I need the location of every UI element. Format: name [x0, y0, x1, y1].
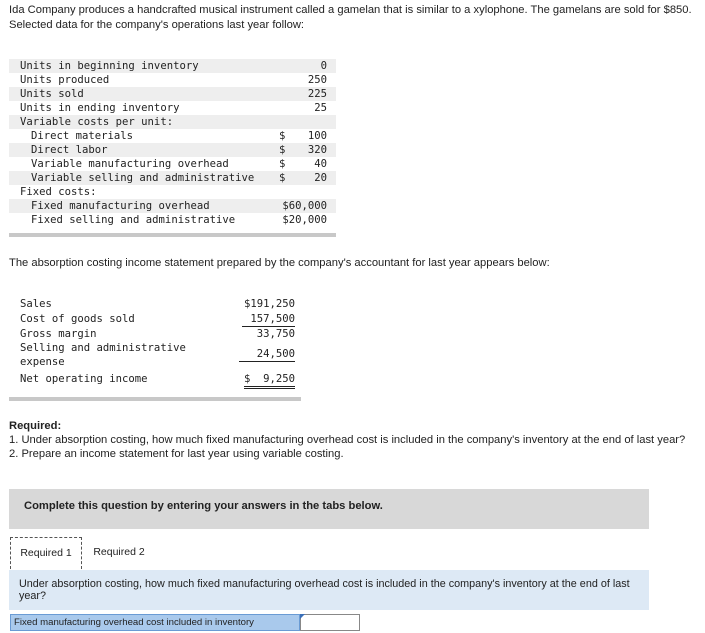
row-label: Sales: [20, 298, 52, 310]
required-item-1: 1. Under absorption costing, how much fixed manufacturing overhead cost is included in the company's inventory at the end of last year?: [9, 434, 686, 446]
answer-label: Fixed manufacturing overhead cost included in inventory: [10, 614, 300, 631]
instructions-text: Complete this question by entering your answers in the tabs below.: [24, 500, 383, 512]
table-divider: [9, 397, 301, 401]
input-marker-icon: [300, 614, 305, 619]
table-row: [9, 199, 336, 213]
row-value: 33,750: [256, 328, 295, 340]
row-label: Selling and administrative: [20, 342, 186, 354]
income-statement-table: [9, 293, 301, 393]
row-value: 40: [314, 158, 327, 170]
required-heading: Required:: [9, 420, 62, 432]
row-label: Direct labor: [31, 144, 108, 156]
table-divider: [9, 233, 336, 237]
row-value: 320: [307, 144, 327, 156]
row-label: Net operating income: [20, 373, 148, 385]
answer-input[interactable]: [300, 614, 360, 631]
row-label: Units produced: [20, 74, 110, 86]
table-row: [9, 312, 301, 326]
income-statement-intro: The absorption costing income statement prepared by the company's accountant for last year appears below:: [9, 257, 550, 269]
dollar-sign: $: [279, 144, 286, 156]
row-label: Units sold: [20, 88, 84, 100]
row-value: 100: [307, 130, 327, 142]
table-row: [9, 101, 336, 115]
row-value: 157,500: [242, 312, 295, 327]
row-value: $60,000: [282, 200, 327, 212]
row-label: Variable costs per unit:: [20, 116, 174, 128]
row-label: Variable selling and administrative: [31, 172, 255, 184]
row-label: Fixed selling and administrative: [31, 214, 236, 226]
instructions-banner: [9, 489, 649, 529]
tab-required-2[interactable]: Required 2: [93, 546, 145, 558]
dollar-sign: $: [279, 172, 286, 184]
row-label: Units in beginning inventory: [20, 60, 199, 72]
row-label: Units in ending inventory: [20, 102, 180, 114]
table-row: [9, 327, 301, 341]
question-prompt: Under absorption costing, how much fixed manufacturing overhead cost is included in the company's inventory at the end of last year?: [9, 570, 649, 610]
table-row: [9, 129, 336, 143]
table-row: [9, 143, 336, 157]
row-label: Gross margin: [20, 328, 97, 340]
dollar-sign: $: [279, 158, 286, 170]
row-label: Cost of goods sold: [20, 313, 135, 325]
row-value: 0: [320, 60, 327, 72]
table-row: [9, 115, 336, 129]
row-label: Direct materials: [31, 130, 134, 142]
dollar-sign: $: [279, 130, 286, 142]
tab-required-1[interactable]: Required 1: [10, 537, 82, 569]
table-row: [9, 297, 301, 311]
table-row: [9, 59, 336, 73]
row-value: 20: [314, 172, 327, 184]
row-value: 250: [307, 74, 327, 86]
required-item-2: 2. Prepare an income statement for last year using variable costing.: [9, 448, 344, 460]
table-row: [9, 341, 301, 369]
table-row: [9, 171, 336, 185]
table-row: [9, 213, 336, 227]
row-value: $191,250: [243, 298, 295, 310]
table-row: [9, 372, 301, 386]
row-value: 24,500: [239, 347, 295, 362]
table-row: [9, 87, 336, 101]
table-row: [9, 157, 336, 171]
row-value: $ 9,250: [244, 372, 295, 389]
row-value: 25: [314, 102, 327, 114]
problem-intro: Ida Company produces a handcrafted musical instrument called a gamelan that is similar to a xylophone. The gamelans are sold for $850. Selected data for the company's operations last year follow:: [9, 4, 692, 31]
row-label: Fixed costs:: [20, 186, 97, 198]
row-label: Variable manufacturing overhead: [31, 158, 229, 170]
row-value: $20,000: [282, 214, 327, 226]
required-section: [9, 419, 699, 461]
table-row: [9, 73, 336, 87]
table-row: [9, 185, 336, 199]
operations-data-table: [9, 55, 336, 235]
row-label-continued: expense: [20, 356, 65, 368]
row-label: Fixed manufacturing overhead: [31, 200, 210, 212]
row-value: 225: [307, 88, 327, 100]
